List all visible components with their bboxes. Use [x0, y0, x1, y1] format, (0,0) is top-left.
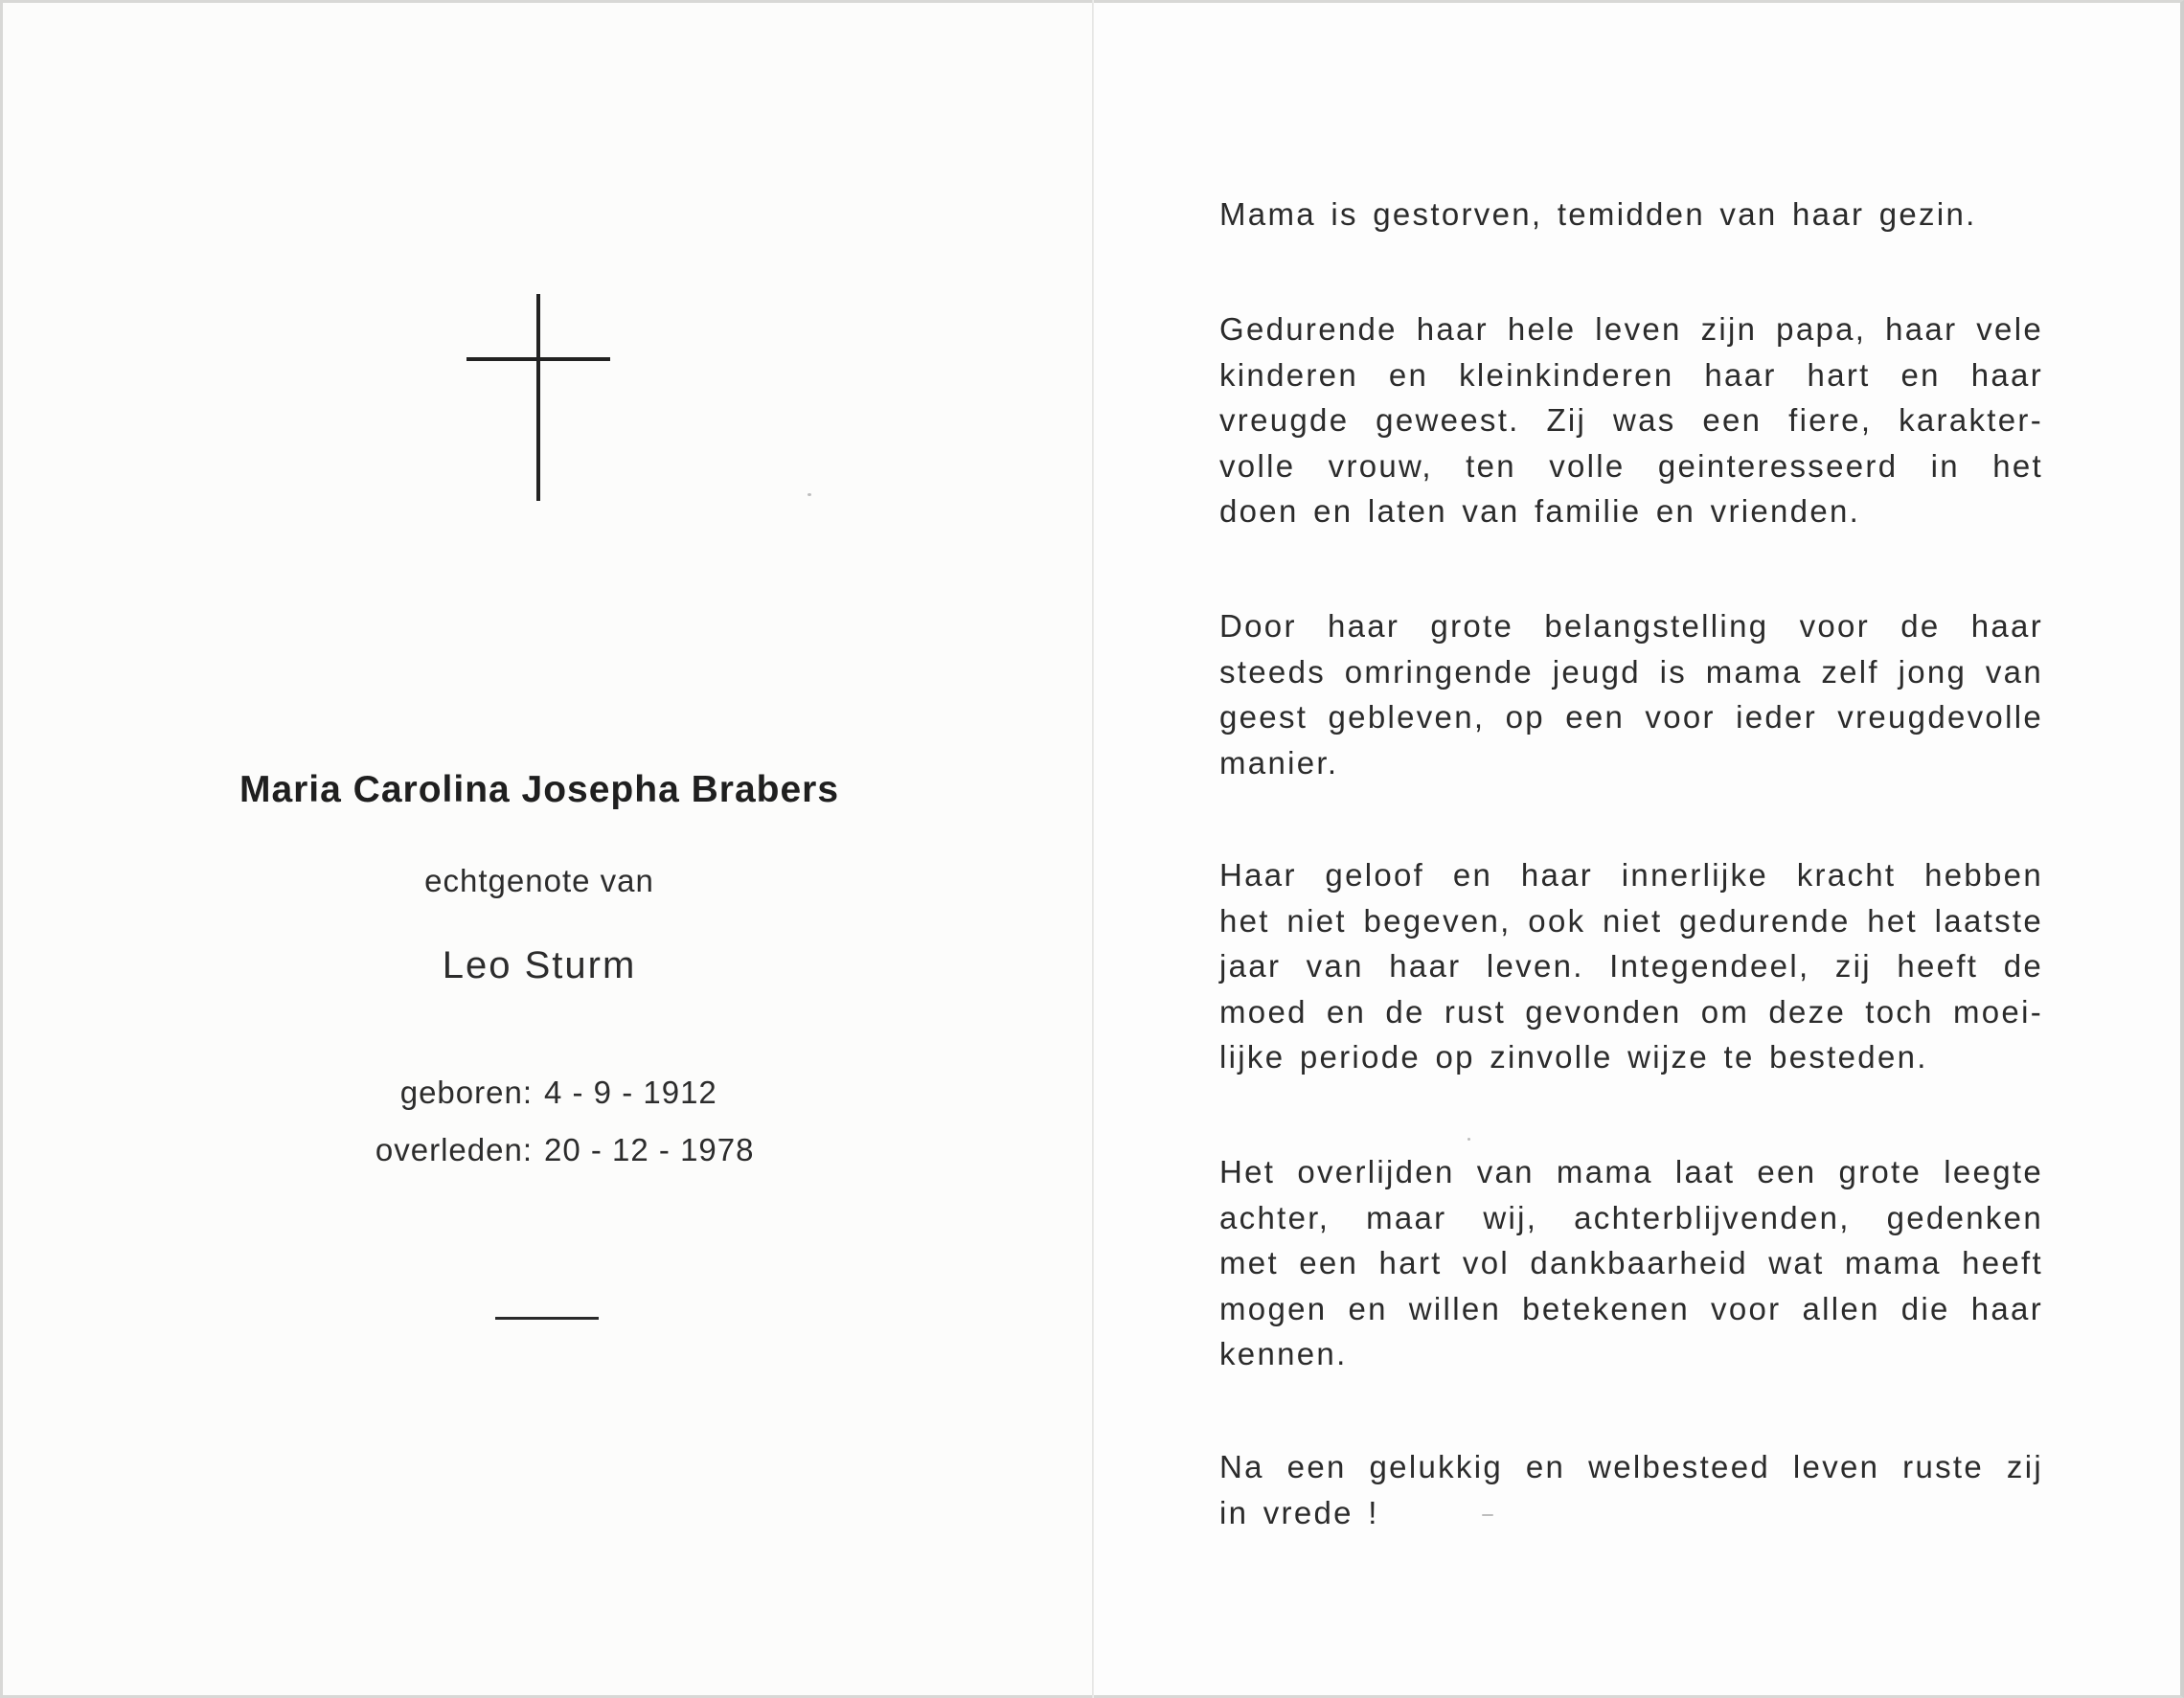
- text-line: lijke periode op zinvolle wijze te besteden.: [1219, 1039, 1928, 1075]
- text-line: kennen.: [1219, 1336, 1348, 1371]
- spouse-name: Leo Sturm: [442, 944, 637, 986]
- born-row: [348, 1064, 754, 1121]
- text-line: vreugde geweest. Zij was een fiere, karakter-: [1219, 402, 2043, 438]
- text-line: mogen en willen betekenen voor allen die haar: [1219, 1290, 2043, 1326]
- died-date: 20 - 12 - 1978: [544, 1132, 755, 1167]
- text-line: in vrede !: [1219, 1494, 1379, 1530]
- cross-icon: [466, 294, 610, 501]
- died-row: [348, 1121, 754, 1179]
- text-line: manier.: [1219, 744, 1339, 781]
- text-line: Door haar grote belangstelling voor de haar: [1219, 608, 2043, 644]
- text-paragraph-4: [1219, 852, 2043, 1080]
- text-line: achter, maar wij, achterblijvenden, gedenken: [1219, 1199, 2043, 1235]
- died-label: overleden:: [375, 1132, 533, 1167]
- text-line: Het overlijden van mama laat een grote leegte: [1219, 1154, 2043, 1189]
- text-line: steeds omringende jeugd is mama zelf jong van: [1219, 653, 2043, 690]
- text-paragraph-6: [1219, 1444, 2043, 1535]
- text-line: doen en laten van familie en vrienden.: [1219, 493, 1861, 529]
- cross-horizontal-bar: [466, 357, 610, 361]
- deceased-name: Maria Carolina Josepha Brabers: [239, 769, 840, 810]
- text-paragraph-2: [1219, 306, 2043, 534]
- text-line: met een hart vol dankbaarheid wat mama heeft: [1219, 1245, 2043, 1280]
- paper-speck: [1467, 1138, 1470, 1141]
- text-line: kinderen en kleinkinderen haar hart en haar: [1219, 356, 2043, 393]
- spouse-intro: echtgenote van: [424, 863, 654, 898]
- text-paragraph-5: [1219, 1149, 2043, 1377]
- life-dates: [348, 1064, 754, 1179]
- text-paragraph-3: [1219, 603, 2043, 785]
- born-label: geboren:: [399, 1075, 533, 1110]
- born-date: 4 - 9 - 1912: [544, 1075, 717, 1110]
- text-line: jaar van haar leven. Integendeel, zij heeft de: [1219, 948, 2043, 984]
- text-line: Gedurende haar hele leven zijn papa, haar vele: [1219, 311, 2043, 347]
- text-line: volle vrouw, ten volle geinteresseerd in het: [1219, 447, 2043, 484]
- text-line: het niet begeven, ook niet gedurende het laatste: [1219, 902, 2043, 939]
- divider-dash: [495, 1317, 599, 1320]
- text-line: geest gebleven, op een voor ieder vreugdevolle: [1219, 699, 2043, 735]
- text-line: Haar geloof en haar innerlijke kracht hebben: [1219, 857, 2043, 893]
- text-line: Na een gelukkig en welbesteed leven ruste zij: [1219, 1449, 2043, 1484]
- text-line: Mama is gestorven, temidden van haar gezin.: [1219, 196, 1977, 232]
- cross-vertical-bar: [536, 294, 540, 501]
- paper-speck: [808, 493, 811, 496]
- text-line: moed en de rust gevonden om deze toch moei-: [1219, 993, 2043, 1030]
- text-paragraph-1: [1219, 192, 2043, 238]
